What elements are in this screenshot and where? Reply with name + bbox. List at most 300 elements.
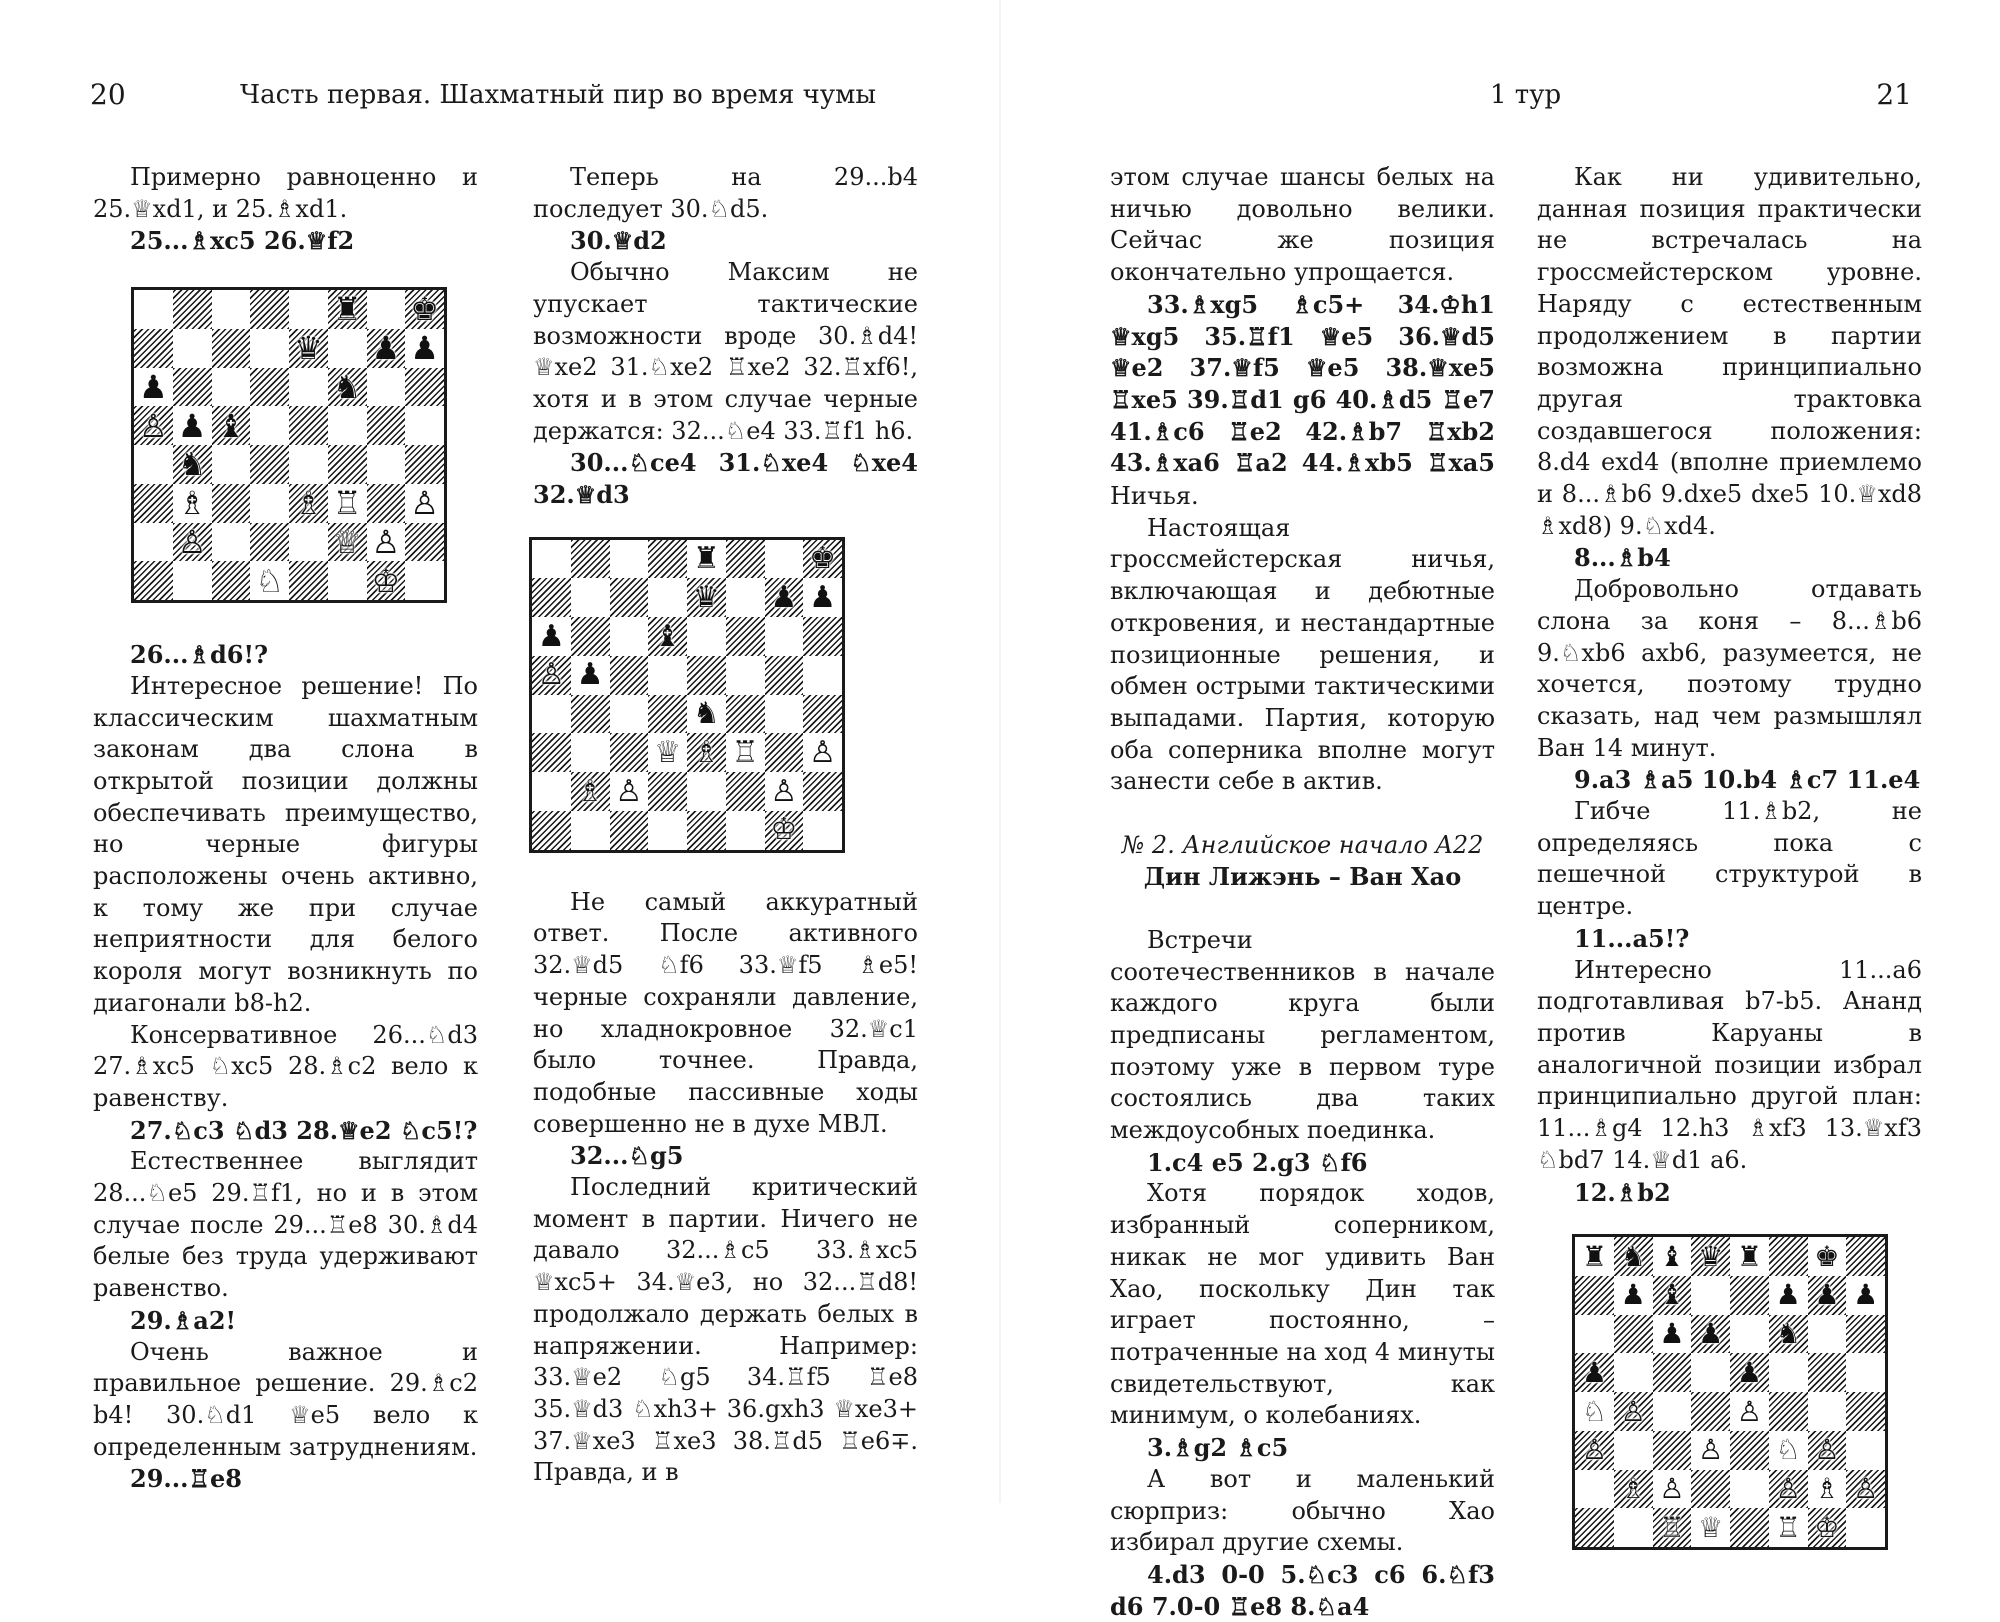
board-square <box>687 811 726 850</box>
chess-piece: ♜ <box>692 541 720 577</box>
board-square <box>648 578 687 617</box>
chess-piece: ♟ <box>1698 1317 1724 1351</box>
board-square <box>1808 1315 1847 1354</box>
board-square <box>328 523 367 562</box>
board-square <box>212 406 251 445</box>
board-square <box>134 406 173 445</box>
chess-piece: ♖ <box>1775 1510 1801 1544</box>
board-square <box>1653 1353 1692 1392</box>
board-square <box>532 772 571 811</box>
chess-piece: ♟ <box>410 329 439 368</box>
board-square <box>610 656 649 695</box>
chess-piece: ♙ <box>1698 1433 1724 1467</box>
board-square <box>687 656 726 695</box>
board-square <box>1614 1276 1653 1315</box>
chess-piece: ♔ <box>770 812 798 848</box>
chess-piece: ♚ <box>410 290 439 329</box>
move-line: 4.d3 0-0 5.♘c3 c6 6.♘f3 d6 7.0-0 ♖e8 8.♘a4 <box>1110 1559 1495 1621</box>
paragraph: Теперь на 29...b4 последует 30.♘d5. <box>533 163 918 223</box>
right-page-number: 21 <box>1876 78 1912 111</box>
chess-piece: ♙ <box>177 522 207 561</box>
board-square <box>1769 1315 1808 1354</box>
chess-piece: ♟ <box>139 367 168 406</box>
board-square <box>212 329 251 368</box>
move-line: 30.♕d2 <box>570 226 667 256</box>
board-square <box>173 445 212 484</box>
paragraph: Интересное решение! По классическим шахматным законам два слона в открытой позиции должны обеспечивать преимущество, но черные фигуры расположены очень активно, к тому же при случае неприятности для белого короля могут возникнуть по диагонали b8-h2. <box>93 671 478 1017</box>
board-square <box>648 733 687 772</box>
board-square <box>648 540 687 579</box>
board-square <box>405 523 444 562</box>
column-4 <box>1537 162 1922 1550</box>
board-square <box>367 368 406 407</box>
paragraph: Естественнее выглядит 28...♘e5 29.♖f1, но и в этом случае после 29...♖e8 30.♗d4 белые без труда удерживают равенство. <box>93 1147 478 1303</box>
board-square <box>726 617 765 656</box>
chess-piece: ♗ <box>1814 1472 1840 1506</box>
board-square <box>532 656 571 695</box>
chess-piece: ♜ <box>332 290 362 329</box>
board-square <box>212 561 251 600</box>
board-square <box>1691 1237 1730 1276</box>
chess-piece: ♙ <box>537 657 565 693</box>
board-square <box>405 368 444 407</box>
board-square <box>1769 1276 1808 1315</box>
board-square <box>571 811 610 850</box>
board-square <box>367 406 406 445</box>
board-square <box>803 540 842 579</box>
chess-piece: ♚ <box>1814 1239 1840 1273</box>
board-square <box>405 561 444 600</box>
board-square <box>289 523 328 562</box>
board-square <box>1614 1392 1653 1431</box>
paragraph: Настоящая гроссмейстерская ничья, включающая и дебютные откровения, и нестандартные позиционные решения, и обмен острыми тактическими выпадами. Партия, которую оба соперника вполне могут занести себе в актив. <box>1110 513 1495 796</box>
board-square <box>1846 1353 1885 1392</box>
board-square <box>1691 1508 1730 1547</box>
board-square <box>803 695 842 734</box>
left-page-number: 20 <box>90 78 126 111</box>
board-square <box>1575 1431 1614 1470</box>
result-text: Ничья. <box>1110 482 1199 511</box>
board-square <box>726 540 765 579</box>
blank-line <box>1110 798 1495 830</box>
board-square <box>328 290 367 329</box>
board-square <box>571 733 610 772</box>
board-square <box>1808 1237 1847 1276</box>
move-line <box>1110 289 1495 513</box>
board-square <box>250 329 289 368</box>
chess-piece: ♖ <box>1659 1510 1685 1544</box>
board-square <box>1614 1315 1653 1354</box>
board-square <box>212 368 251 407</box>
board-square <box>1769 1353 1808 1392</box>
board-square <box>532 617 571 656</box>
board-square <box>1653 1508 1692 1547</box>
left-running-head: Часть первая. Шахматный пир во время чумы <box>240 80 877 110</box>
board-square <box>250 484 289 523</box>
paragraph: Хотя порядок ходов, избранный соперником, никак не мог удивить Ван Хао, поскольку Дин так играет постоянно, – потраченные на ход 4 минуты свидетельствуют, как минимум, о колебаниях. <box>1110 1179 1495 1430</box>
board-square <box>250 561 289 600</box>
chess-piece: ♟ <box>1853 1278 1879 1312</box>
board-square <box>212 445 251 484</box>
board-square <box>212 290 251 329</box>
board-square <box>1808 1276 1847 1315</box>
move-line: 32...♘g5 <box>570 1141 684 1171</box>
board-square <box>1730 1508 1769 1547</box>
board-square <box>532 695 571 734</box>
board-square <box>405 329 444 368</box>
board-square <box>571 617 610 656</box>
chess-piece: ♕ <box>654 734 682 770</box>
chess-piece: ♗ <box>692 734 720 770</box>
chess-piece: ♙ <box>1736 1394 1762 1428</box>
paragraph: Очень важное и правильное решение. 29.♗c2 b4! 30.♘d1 ♕e5 вело к определенным затруднениям. <box>93 1337 478 1461</box>
move-line: 30...♘ce4 31.♘xe4 ♘xe4 32.♕d3 <box>533 448 918 510</box>
chess-piece: ♝ <box>654 618 682 654</box>
chess-piece: ♞ <box>1775 1317 1801 1351</box>
chess-piece: ♙ <box>1581 1433 1607 1467</box>
board-square <box>405 406 444 445</box>
board-square <box>648 656 687 695</box>
board-square <box>571 656 610 695</box>
board-square <box>765 540 804 579</box>
paragraph: Добровольно отдавать слона за коня – 8...♗b6 9.♘xb6 axb6, разумеется, не хочется, поэтому трудно сказать, над чем размышлял Ван 14 минут. <box>1537 575 1922 762</box>
chess-piece: ♚ <box>809 541 837 577</box>
chess-piece: ♞ <box>177 445 207 484</box>
board-square <box>1730 1237 1769 1276</box>
board-square <box>134 523 173 562</box>
column-2 <box>533 162 918 1489</box>
chess-piece: ♝ <box>1659 1278 1685 1312</box>
board-square <box>765 578 804 617</box>
paragraph: Не самый аккуратный ответ. После активного 32.♕d5 ♘f6 33.♕f5 ♗e5! черные сохраняли давление, но хладнокровное 32.♕c1 было точнее. Правда, подобные пассивные ходы совершенно не в духе МВЛ. <box>533 887 918 1138</box>
board-square <box>532 578 571 617</box>
board-square <box>532 811 571 850</box>
board-square <box>1575 1315 1614 1354</box>
chess-piece: ♔ <box>371 561 401 600</box>
chess-piece: ♞ <box>692 696 720 732</box>
board-square <box>726 578 765 617</box>
paragraph: Как ни удивительно, данная позиция практически не встречалась на гроссмейстерском уровне. Наряду с естественным продолжением в партии возможна принципиально другая трактовка создавшегося положения: 8.d4 exd4 (вполне приемлемо и 8...♗b6 9.dxe5 dxe5 10.♕xd8 ♗xd8) 9.♘xd4. <box>1537 163 1922 540</box>
board-square <box>328 329 367 368</box>
board-square <box>1769 1392 1808 1431</box>
board-square <box>571 772 610 811</box>
chess-piece: ♙ <box>770 773 798 809</box>
board-square <box>803 617 842 656</box>
board-square <box>367 484 406 523</box>
chess-piece: ♟ <box>576 657 604 693</box>
board-square <box>1769 1237 1808 1276</box>
board-square <box>765 695 804 734</box>
chess-piece: ♜ <box>1736 1239 1762 1273</box>
board-square <box>1846 1315 1885 1354</box>
board-square <box>726 733 765 772</box>
board-square <box>765 772 804 811</box>
board-square <box>250 290 289 329</box>
board-square <box>1653 1237 1692 1276</box>
board-square <box>1691 1392 1730 1431</box>
board-square <box>1653 1431 1692 1470</box>
chess-piece: ♗ <box>294 484 323 523</box>
board-square <box>1575 1353 1614 1392</box>
board-square <box>289 290 328 329</box>
board-square <box>1653 1276 1692 1315</box>
right-running-head: 1 тур <box>1490 80 1562 110</box>
move-line: 8...♗b4 <box>1574 543 1671 573</box>
board-square <box>328 484 367 523</box>
board-square <box>134 484 173 523</box>
board-square <box>1846 1508 1885 1547</box>
board-square <box>803 772 842 811</box>
board-square <box>367 445 406 484</box>
board-square <box>173 368 212 407</box>
chess-piece: ♛ <box>1698 1239 1724 1273</box>
board-square <box>1575 1276 1614 1315</box>
board-square <box>610 695 649 734</box>
board-square <box>328 561 367 600</box>
board-square <box>687 617 726 656</box>
chess-piece: ♛ <box>692 579 720 615</box>
chess-piece: ♙ <box>371 522 401 561</box>
paragraph: этом случае шансы белых на ничью довольно велики. Сейчас же позиция окончательно упрощается. <box>1110 163 1495 287</box>
column-3 <box>1110 162 1495 1622</box>
move-line: 29.♗a2! <box>130 1305 237 1335</box>
board-square <box>1730 1392 1769 1431</box>
board-square <box>134 290 173 329</box>
board-square <box>726 656 765 695</box>
board-square <box>289 445 328 484</box>
board-square <box>367 561 406 600</box>
board-square <box>610 617 649 656</box>
move-line: 26...♗d6!? <box>130 640 269 670</box>
board-square <box>328 406 367 445</box>
board-square <box>610 540 649 579</box>
paragraph: А вот и маленький сюрприз: обычно Хао избирал другие схемы. <box>1110 1464 1495 1557</box>
paragraph: Обычно Максим не упускает тактические возможности вроде 30.♗d4! ♕xe2 31.♘xe2 ♖xe2 32.♖xf6!, хотя и в этом случае черные держатся: 32...♘e4 33.♖f1 h6. <box>533 258 918 445</box>
board-square <box>289 561 328 600</box>
board-square <box>1614 1508 1653 1547</box>
board-square <box>134 445 173 484</box>
move-sequence: 33.♗xg5 ♗c5+ 34.♔h1 ♕xg5 35.♖f1 ♕e5 36.♕d5 ♕e2 37.♕f5 ♕e5 38.♕xe5 ♖xe5 39.♖d1 g6 40.♗d5 ♖e7 41.♗c6 ♖e2 42.♗b7 ♖xb2 43.♗xa6 ♖a2 44.♗xb5 ♖xa5 <box>1110 289 1495 478</box>
chess-piece: ♞ <box>332 367 362 406</box>
board-square <box>1575 1237 1614 1276</box>
move-line: 1.c4 e5 2.g3 ♘f6 <box>1147 1147 1368 1177</box>
chess-piece: ♟ <box>1775 1278 1801 1312</box>
board-square <box>328 368 367 407</box>
chess-piece: ♟ <box>1581 1355 1607 1389</box>
board-square <box>1614 1431 1653 1470</box>
chess-piece: ♗ <box>576 773 604 809</box>
paragraph: Интересно 11...a6 подготавливая b7-b5. Ананд против Каруаны в аналогичной позиции избрал принципиально другой план: 11...♗g4 12.h3 ♗xf3 13.♕xf3 ♘bd7 14.♕d1 a6. <box>1537 955 1922 1174</box>
blank-line <box>1110 893 1495 925</box>
paragraph: Гибче 11.♗b2, не определяясь пока с пешечной структурой в центре. <box>1537 797 1922 921</box>
move-line: 25...♗xc5 26.♕f2 <box>130 226 355 256</box>
chess-piece: ♘ <box>1775 1433 1801 1467</box>
board-square <box>212 523 251 562</box>
chess-piece: ♟ <box>1659 1317 1685 1351</box>
chess-piece: ♝ <box>216 406 246 445</box>
chess-piece: ♟ <box>537 618 565 654</box>
game-players: Дин Лижэнь – Ван Хао <box>1143 862 1462 892</box>
chess-piece: ♙ <box>615 773 643 809</box>
chess-piece: ♙ <box>809 734 837 770</box>
board-square <box>803 811 842 850</box>
board-square <box>765 656 804 695</box>
board-square <box>134 329 173 368</box>
move-line: 9.a3 ♗a5 10.b4 ♗c7 11.e4 <box>1574 765 1921 795</box>
board-square <box>687 772 726 811</box>
chess-piece: ♟ <box>1736 1355 1762 1389</box>
chess-piece: ♖ <box>731 734 759 770</box>
board-square <box>803 733 842 772</box>
board-square <box>726 695 765 734</box>
chess-piece: ♞ <box>1620 1239 1646 1273</box>
board-square <box>173 290 212 329</box>
paragraph: Примерно равноценно и 25.♕xd1, и 25.♗xd1. <box>93 163 478 223</box>
board-square <box>610 772 649 811</box>
chess-piece: ♘ <box>255 561 284 600</box>
move-line: 29...♖e8 <box>130 1464 242 1494</box>
board-square <box>289 406 328 445</box>
board-square <box>1730 1276 1769 1315</box>
move-line: 27.♘c3 ♘d3 28.♕e2 ♘c5!? <box>130 1115 478 1145</box>
board-square <box>765 617 804 656</box>
left-page <box>0 0 1000 1503</box>
board-square <box>726 811 765 850</box>
board-square <box>1691 1353 1730 1392</box>
board-square <box>405 445 444 484</box>
chess-piece: ♟ <box>1814 1278 1840 1312</box>
chess-piece: ♛ <box>294 329 323 368</box>
board-square <box>250 523 289 562</box>
chess-piece: ♘ <box>1581 1394 1607 1428</box>
board-square <box>1846 1276 1885 1315</box>
board-square <box>1614 1353 1653 1392</box>
board-square <box>173 561 212 600</box>
board-square <box>1691 1431 1730 1470</box>
board-square <box>173 406 212 445</box>
board-square <box>648 695 687 734</box>
chess-piece: ♙ <box>1659 1472 1685 1506</box>
board-square <box>173 484 212 523</box>
chess-piece: ♗ <box>177 484 207 523</box>
chess-piece: ♙ <box>1853 1472 1879 1506</box>
board-square <box>687 733 726 772</box>
game-heading: № 2. Английское начало A22 <box>1121 830 1484 859</box>
board-square <box>1846 1237 1885 1276</box>
chess-piece: ♖ <box>332 484 362 523</box>
board-square <box>289 484 328 523</box>
chess-piece: ♝ <box>1659 1239 1685 1273</box>
board-square <box>1691 1276 1730 1315</box>
board-square <box>1846 1431 1885 1470</box>
chess-piece: ♗ <box>1620 1472 1646 1506</box>
paragraph: Последний критический момент в партии. Ничего не давало 32...♗c5 33.♗xc5 ♕xc5+ 34.♕e3, но 32...♖d8! продолжало держать белых в напряжении. Например: 33.♕e2 ♘g5 34.♖f5 ♖e8 35.♕d3 ♘xh3+ 36.gxh3 ♕xe3+ 37.♕xe3 ♖xe3 38.♖d5 ♖e6∓. Правда, и в <box>533 1173 918 1487</box>
board-square <box>1808 1392 1847 1431</box>
move-line: 12.♗b2 <box>1574 1177 1671 1207</box>
board-square <box>1769 1431 1808 1470</box>
board-square <box>289 329 328 368</box>
board-square <box>532 733 571 772</box>
board-square <box>571 540 610 579</box>
board-square <box>687 540 726 579</box>
board-square <box>367 290 406 329</box>
chess-piece: ♕ <box>332 522 362 561</box>
board-square <box>1808 1431 1847 1470</box>
board-square <box>610 578 649 617</box>
board-square <box>250 445 289 484</box>
chess-piece: ♕ <box>1698 1510 1724 1544</box>
board-square <box>1575 1508 1614 1547</box>
board-square <box>648 772 687 811</box>
board-square <box>1730 1353 1769 1392</box>
board-square <box>173 329 212 368</box>
chess-piece: ♙ <box>1775 1472 1801 1506</box>
move-line: 11...a5!? <box>1574 923 1690 953</box>
board-square <box>571 578 610 617</box>
board-square <box>1846 1392 1885 1431</box>
paragraph: Консервативное 26...♘d3 27.♗xc5 ♘xc5 28.♗c2 вело к равенству. <box>93 1020 478 1112</box>
board-square <box>1691 1315 1730 1354</box>
board-square <box>328 445 367 484</box>
chess-piece: ♙ <box>410 484 439 523</box>
board-square <box>610 733 649 772</box>
chess-piece: ♟ <box>809 579 837 615</box>
board-square <box>610 811 649 850</box>
chess-piece: ♙ <box>139 406 168 445</box>
chess-piece: ♟ <box>177 406 207 445</box>
board-square <box>648 617 687 656</box>
board-square <box>134 368 173 407</box>
board-square <box>250 406 289 445</box>
board-square <box>212 484 251 523</box>
board-square <box>532 540 571 579</box>
chess-piece: ♟ <box>770 579 798 615</box>
board-square <box>765 733 804 772</box>
chess-piece: ♙ <box>1814 1433 1840 1467</box>
board-square <box>1808 1508 1847 1547</box>
chess-piece: ♔ <box>1814 1510 1840 1544</box>
board-square <box>1769 1508 1808 1547</box>
chess-piece: ♟ <box>371 329 401 368</box>
board-square <box>803 656 842 695</box>
board-square <box>250 368 289 407</box>
chess-diagram <box>529 537 845 853</box>
board-square <box>1653 1315 1692 1354</box>
board-square <box>173 523 212 562</box>
right-page <box>1000 0 2000 1621</box>
column-1 <box>93 162 478 1495</box>
paragraph: Встречи соотечественников в начале каждого круга были предписаны регламентом, поэтому уже в первом туре состоялись два таких междоусобных поединка. <box>1110 925 1495 1145</box>
board-square <box>1653 1392 1692 1431</box>
move-line: 3.♗g2 ♗c5 <box>1147 1433 1289 1463</box>
board-square <box>648 811 687 850</box>
board-square <box>687 695 726 734</box>
board-square <box>803 578 842 617</box>
board-square <box>1575 1392 1614 1431</box>
board-square <box>726 772 765 811</box>
board-square <box>687 578 726 617</box>
board-square <box>405 484 444 523</box>
board-square <box>1808 1353 1847 1392</box>
board-square <box>367 523 406 562</box>
board-square <box>571 695 610 734</box>
chess-piece: ♜ <box>1581 1239 1607 1273</box>
board-square <box>1614 1237 1653 1276</box>
board-square <box>289 368 328 407</box>
chess-piece: ♙ <box>1620 1394 1646 1428</box>
chess-piece: ♟ <box>1620 1278 1646 1312</box>
board-square <box>1730 1431 1769 1470</box>
